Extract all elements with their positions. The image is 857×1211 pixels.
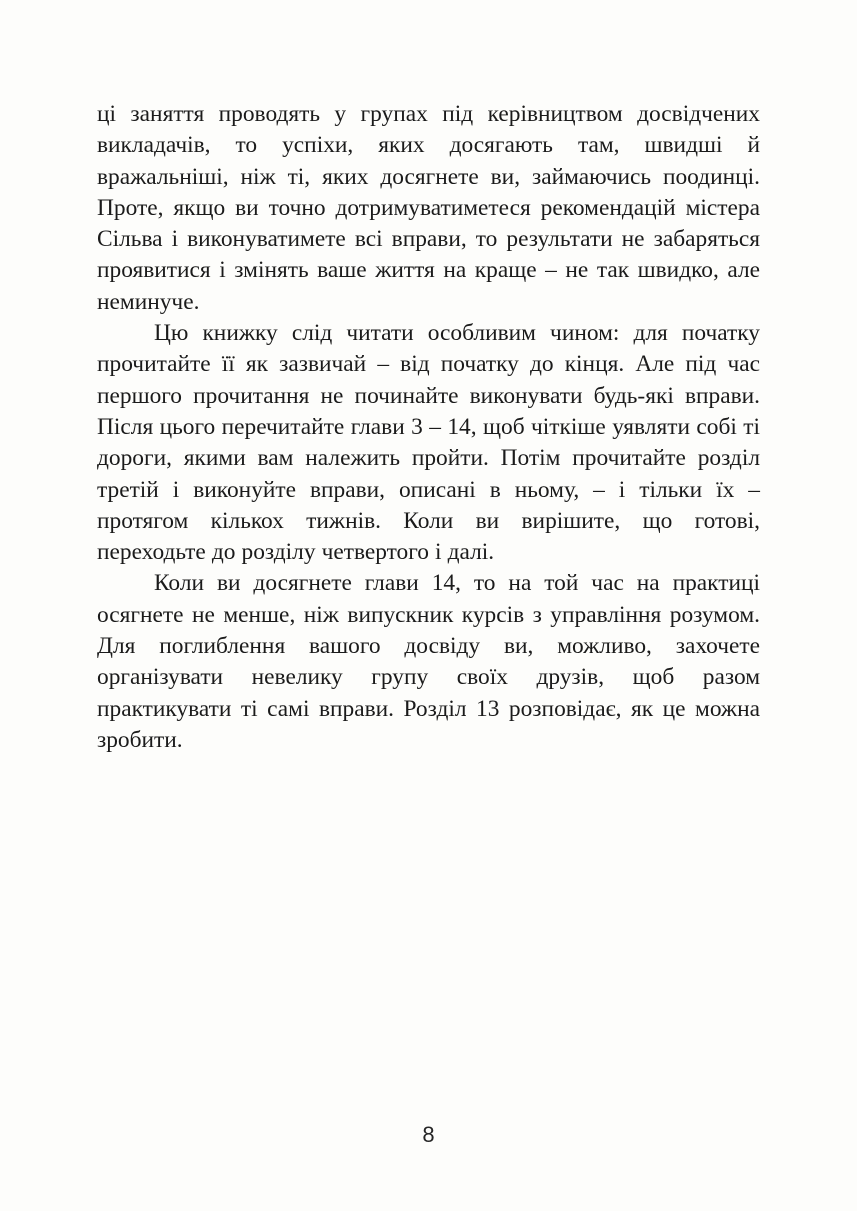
body-paragraph: Цю книжку слід читати особливим чином: для початку прочитайте її як зазвичай – від початку до кінця. Але під час першого прочитання не починайте виконувати будь-які вправи. Після цього перечитайте глави 3 – 14, щоб чіткіше уявляти собі ті дороги, якими вам належить пройти. Потім прочитайте розділ третій і виконуйте вправи, описані в ньому, – і тільки їх – протягом кількох тижнів. Коли ви вирішите, що готові, переходьте до розділу четвертого і далі. — [97, 320, 760, 566]
body-paragraph: Коли ви досягнете глави 14, то на той час на практиці осягнете не менше, ніж випускник курсів з управління розумом. Для поглиблення вашого досвіду ви, можливо, захочете організувати невелику групу своїх друзів, щоб разом практикувати ті самі вправи. Розділ 13 розповідає, як це можна зробити. — [97, 570, 760, 753]
page-number: 8 — [422, 1122, 435, 1147]
page-text-column — [97, 99, 760, 756]
body-paragraph: ці заняття проводять у групах під керівництвом досвідчених викладачів, то успіхи, яких досягають там, швидші й вражальніші, ніж ті, яких досягнете ви, займаючись поодинці. Проте, якщо ви точно дотримуватиметеся рекомендацій містера Сільва і виконуватимете всі вправи, то результати не забаряться проявитися і змінять ваше життя на краще – не так швидко, але неминуче. — [97, 101, 760, 315]
page-footer — [0, 1122, 857, 1148]
